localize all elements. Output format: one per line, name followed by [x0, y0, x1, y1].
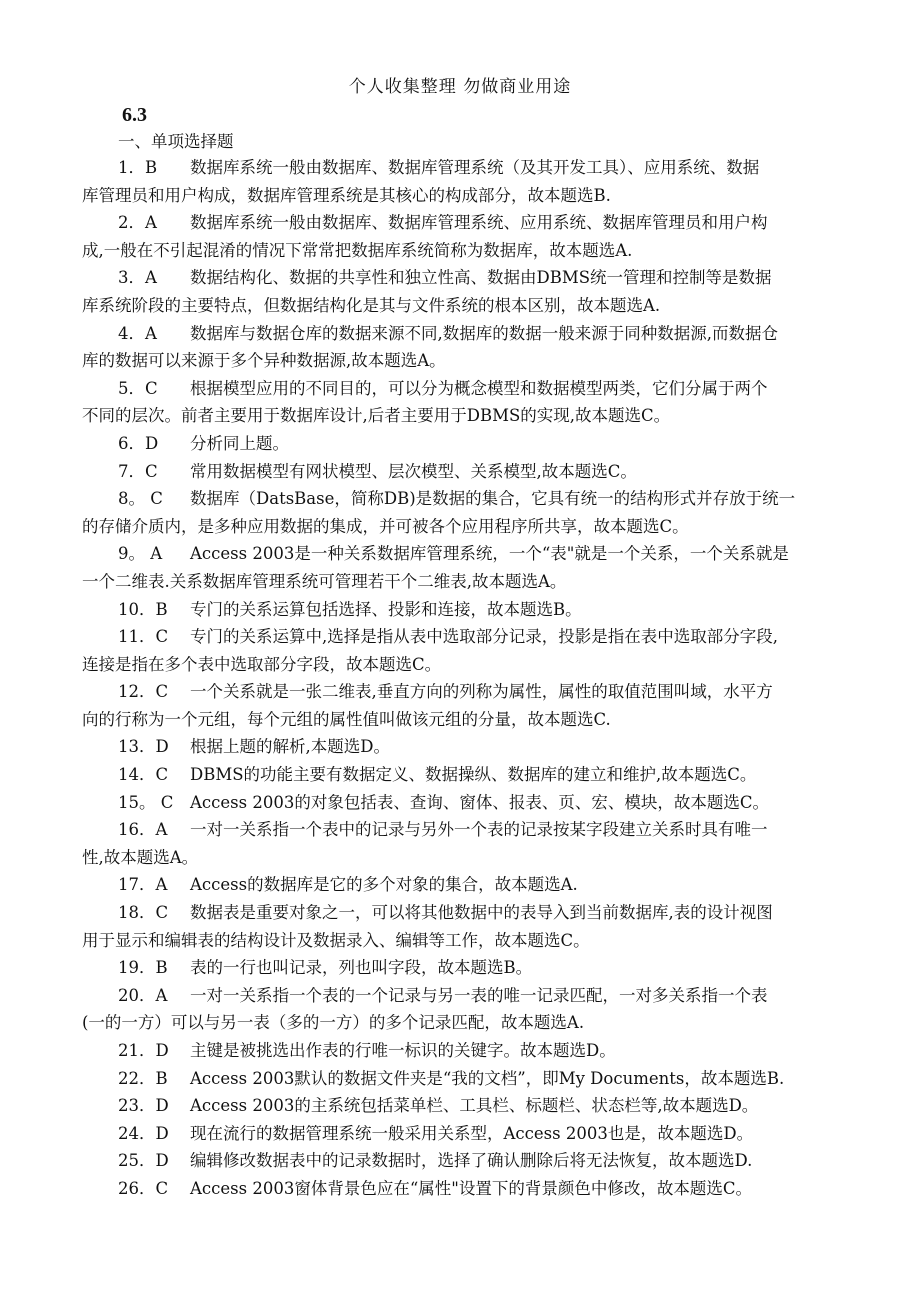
answer-first-line [82, 789, 842, 817]
answer-number: 25．D [118, 1151, 169, 1171]
answer-item [82, 1147, 842, 1175]
answer-first-line [82, 816, 842, 844]
answer-first-line [82, 623, 842, 651]
answer-text: 专门的关系运算中,选择是指从表中选取部分记录，投影是指在表中选取部分字段, [190, 627, 778, 647]
answer-text: 根据模型应用的不同目的，可以分为概念模型和数据模型两类，它们分属于两个 [190, 378, 768, 398]
answer-item [82, 540, 842, 595]
answer-item [82, 789, 842, 817]
answer-text-continued: 向的行称为一个元组，每个元组的属性值叫做该元组的分量，故本题选C. [82, 709, 611, 729]
answer-item [82, 871, 842, 899]
answer-text: 数据库系统一般由数据库、数据库管理系统（及其开发工具）、应用系统、数据 [190, 158, 760, 177]
answer-text: 一对一关系指一个表中的记录与另外一个表的记录按某字段建立关系时具有唯一 [190, 820, 768, 840]
answer-number: 4．A [118, 323, 157, 343]
answer-number: 8。 C [118, 489, 163, 509]
answer-item [82, 430, 842, 458]
answer-first-line [82, 733, 842, 761]
answer-list [82, 154, 842, 1203]
answer-number: 5．C [118, 378, 158, 398]
answer-text-continued: 库系统阶段的主要特点，但数据结构化是其与文件系统的根本区别，故本题选A. [82, 295, 661, 315]
answer-text: 数据表是重要对象之一，可以将其他数据中的表导入到当前数据库,表的设计视图 [190, 903, 773, 923]
answer-item [82, 678, 842, 733]
answer-number: 6．D [118, 433, 159, 453]
page-header: 个人收集整理 勿做商业用途 [348, 77, 572, 97]
answer-text-continued: 库的数据可以来源于多个异种数据源,故本题选A。 [82, 351, 446, 371]
answer-item [82, 623, 842, 678]
answer-item [82, 899, 842, 954]
answer-first-line [82, 154, 842, 182]
answer-item [82, 1120, 842, 1148]
answer-number: 22．B [118, 1068, 168, 1088]
answer-item [82, 1065, 842, 1093]
answer-first-line [82, 458, 842, 486]
answer-text: 数据库系统一般由数据库、数据库管理系统、应用系统、数据库管理员和用户构 [190, 213, 768, 233]
answer-first-line [82, 1120, 842, 1148]
answer-item [82, 1092, 842, 1120]
section-number: 6.3 [122, 104, 147, 126]
answer-number: 10．B [118, 599, 168, 619]
answer-text-continued: 性,故本题选A。 [82, 847, 199, 867]
answer-number: 16．A [118, 820, 168, 840]
answer-text: 数据库与数据仓库的数据来源不同,数据库的数据一般来源于同种数据源,而数据仓 [190, 323, 778, 343]
answer-text: Access 2003的对象包括表、查询、窗体、报表、页、宏、模块，故本题选C。 [190, 792, 769, 812]
answer-number: 17．A [118, 875, 168, 895]
answer-text: Access 2003是一种关系数据库管理系统，一个“表"就是一个关系，一个关系就是 [190, 544, 789, 564]
answer-first-line [82, 375, 842, 403]
answer-text: 一个关系就是一张二维表,垂直方向的列称为属性，属性的取值范围叫域，水平方 [190, 682, 773, 702]
answer-text-continued: 成,一般在不引起混淆的情况下常常把数据库系统简称为数据库，故本题选A. [82, 240, 633, 260]
answer-number: 9。 A [118, 544, 163, 564]
answer-text: 现在流行的数据管理系统一般采用关系型，Access 2003也是，故本题选D。 [190, 1123, 754, 1143]
answer-number: 2．A [118, 213, 157, 233]
answer-first-line [82, 485, 842, 513]
answer-first-line [82, 954, 842, 982]
answer-first-line [82, 596, 842, 624]
answer-text: 常用数据模型有网状模型、层次模型、关系模型,故本题选C。 [190, 461, 637, 481]
answer-first-line [82, 320, 842, 348]
answer-number: 11．C [118, 627, 169, 647]
answer-text: Access 2003窗体背景色应在“属性"设置下的背景颜色中修改，故本题选C。 [190, 1178, 752, 1198]
section-title: 一、单项选择题 [118, 132, 234, 151]
answer-first-line [82, 1065, 842, 1093]
answer-first-line [82, 209, 842, 237]
answer-first-line [82, 430, 842, 458]
answer-number: 24．D [118, 1123, 169, 1143]
answer-text: 专门的关系运算包括选择、投影和连接，故本题选B。 [190, 599, 582, 619]
answer-text-continued: 用于显示和编辑表的结构设计及数据录入、编辑等工作，故本题选C。 [82, 930, 590, 950]
answer-item [82, 154, 842, 209]
answer-text-continued: 的存储介质内，是多种应用数据的集成，并可被各个应用程序所共享，故本题选C。 [82, 516, 689, 536]
answer-number: 1．B [118, 158, 158, 177]
answer-item [82, 264, 842, 319]
answer-first-line [82, 1092, 842, 1120]
answer-first-line [82, 264, 842, 292]
answer-item [82, 954, 842, 982]
answer-number: 13．D [118, 737, 169, 757]
answer-number: 15。 C [118, 792, 174, 812]
answer-text: 数据库（DatsBase，简称DB)是数据的集合，它具有统一的结构形式并存放于统一 [190, 489, 796, 509]
answer-text: Access 2003默认的数据文件夹是“我的文档”，即My Documents，故本题选B. [190, 1068, 785, 1088]
answer-text: 编辑修改数据表中的记录数据时，选择了确认删除后将无法恢复，故本题选D. [190, 1151, 753, 1171]
answer-first-line [82, 1037, 842, 1065]
answer-number: 20．A [118, 985, 168, 1005]
answer-text-continued: 库管理员和用户构成，数据库管理系统是其核心的构成部分，故本题选B. [82, 185, 611, 205]
answer-text-continued: 不同的层次。前者主要用于数据库设计,后者主要用于DBMS的实现,故本题选C。 [82, 406, 671, 426]
answer-first-line [82, 540, 842, 568]
answer-text: 根据上题的解析,本题选D。 [190, 737, 390, 757]
answer-first-line [82, 761, 842, 789]
answer-text: Access 2003的主系统包括菜单栏、工具栏、标题栏、状态栏等,故本题选D。 [190, 1096, 759, 1116]
answer-number: 23．D [118, 1096, 169, 1116]
answer-item [82, 1037, 842, 1065]
answer-number: 21．D [118, 1041, 169, 1060]
answer-item [82, 596, 842, 624]
answer-text-continued: 连接是指在多个表中选取部分字段，故本题选C。 [82, 654, 442, 674]
answer-number: 3．A [118, 268, 157, 288]
answer-item [82, 982, 842, 1037]
answer-first-line [82, 899, 842, 927]
answer-item [82, 761, 842, 789]
answer-item [82, 733, 842, 761]
answer-number: 19．B [118, 958, 168, 978]
answer-number: 14．C [118, 765, 169, 785]
answer-item [82, 485, 842, 540]
answer-first-line [82, 678, 842, 706]
answer-item [82, 209, 842, 264]
answer-text-continued: 一个二维表.关系数据库管理系统可管理若干个二维表,故本题选A。 [82, 571, 567, 591]
answer-number: 26．C [118, 1178, 169, 1198]
answer-item [82, 320, 842, 375]
answer-number: 12．C [118, 682, 169, 702]
answer-text-continued: (一的一方）可以与另一表（多的一方）的多个记录匹配，故本题选A. [82, 1013, 585, 1033]
answer-number: 7．C [118, 461, 158, 481]
answer-text: 主键是被挑选出作表的行唯一标识的关键字。故本题选D。 [190, 1041, 616, 1060]
answer-text: Access的数据库是它的多个对象的集合，故本题选A. [190, 875, 578, 895]
answer-item [82, 816, 842, 871]
answer-item [82, 458, 842, 486]
answer-text: 分析同上题。 [190, 433, 289, 453]
answer-item [82, 1175, 842, 1203]
answer-item [82, 375, 842, 430]
answer-first-line [82, 871, 842, 899]
answer-text: 表的一行也叫记录，列也叫字段，故本题选B。 [190, 958, 533, 978]
answer-text: 一对一关系指一个表的一个记录与另一表的唯一记录匹配，一对多关系指一个表 [190, 985, 768, 1005]
answer-first-line [82, 982, 842, 1010]
answer-number: 18．C [118, 903, 169, 923]
answer-first-line [82, 1147, 842, 1175]
answer-first-line [82, 1175, 842, 1203]
answer-text: DBMS的功能主要有数据定义、数据操纵、数据库的建立和维护,故本题选C。 [190, 765, 757, 785]
answer-text: 数据结构化、数据的共享性和独立性高、数据由DBMS统一管理和控制等是数据 [190, 268, 772, 288]
